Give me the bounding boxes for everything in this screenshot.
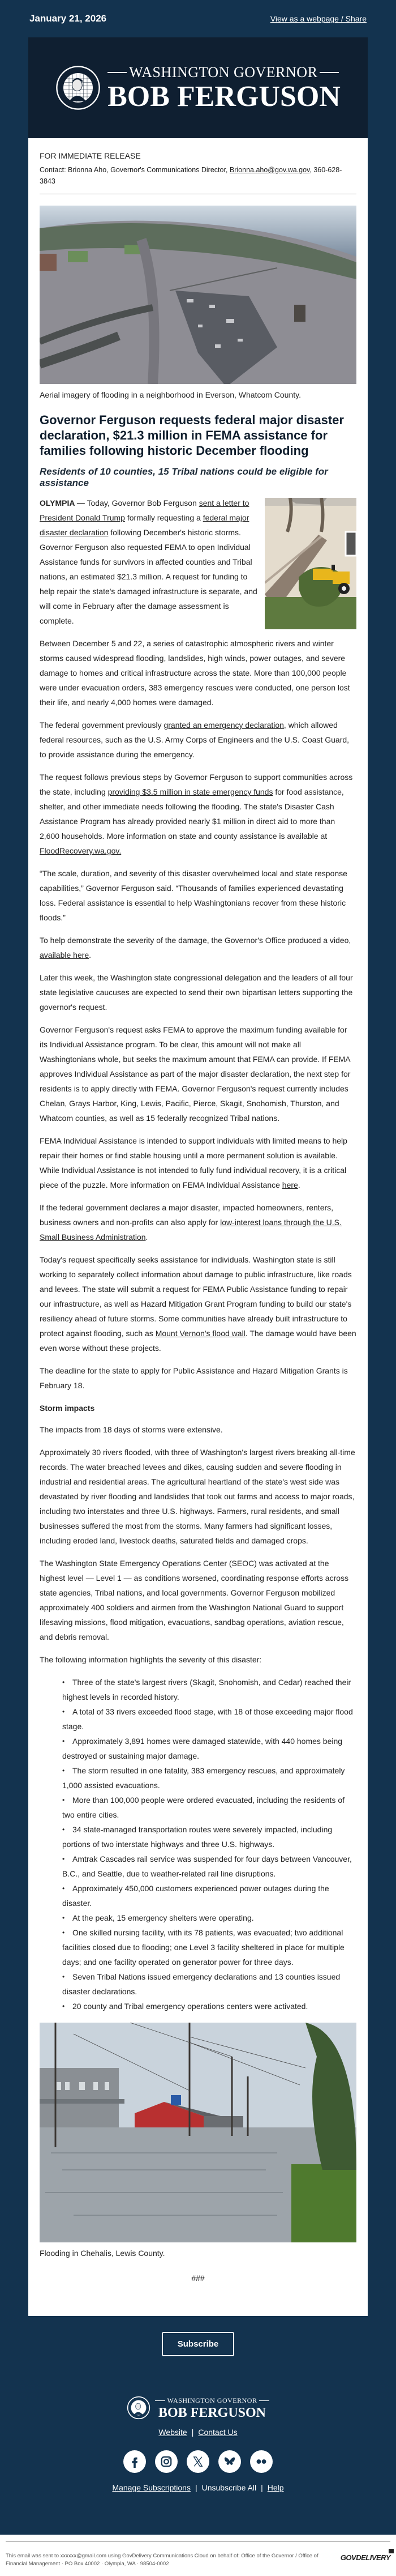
- text: .: [145, 1232, 148, 1242]
- x-icon[interactable]: [187, 2450, 209, 2473]
- legal-text: This email was sent to xxxxxx@gmail.com using GovDelivery Communications Cloud on behalf of: Office of the Governor / Office of Financial Management · PO Box 40002 · Olympia, WA · 98504-0002: [6, 2553, 318, 2567]
- masthead: [28, 37, 368, 138]
- paragraph-9: [40, 1133, 356, 1192]
- release-label: FOR IMMEDIATE RELEASE: [40, 151, 141, 160]
- separator: |: [261, 2483, 263, 2492]
- footer-logo: [0, 2396, 396, 2420]
- paragraph-6: [40, 933, 356, 962]
- divider: [6, 2541, 390, 2542]
- paragraph-15: The Washington State Emergency Operations Center (SEOC) was activated at the highest level — Level 1 — as conditions worsened, coordinating response efforts across state agencies, Tribal nations, and local governments. Governor Ferguson mobilized approximately 400 soldiers and airmen from the Washington National Guard to support lifesaving missions, flood mitigation, evacuations, sandbag operations, aviation rescue, and debris removal.: [40, 1559, 349, 1641]
- list-item: • 34 state-managed transportation routes were severely impacted, including portions of two interstate highways and three U.S. highways.: [62, 1822, 356, 1852]
- bluesky-icon[interactable]: [218, 2450, 241, 2473]
- impacts-list: [40, 1675, 356, 2014]
- text: for food assistance, shelter, and other immediate needs following the flooding. The state's Disaster Cash Assistance Program has already provided nearly $1 million in direct aid to more than 2,600 households. More information on state and county assistance is available at: [40, 787, 344, 841]
- list-item: • 20 county and Tribal emergency operations centers were activated.: [62, 1999, 356, 2014]
- legal-footer: [0, 2535, 396, 2576]
- paragraph-3: [40, 718, 356, 762]
- issue-date: January 21, 2026: [29, 13, 107, 24]
- subscription-links: [0, 2483, 396, 2533]
- contact-label: Contact:: [40, 166, 66, 174]
- sba-loans-link[interactable]: low-interest loans through the U.S. Small Business Administration: [40, 1218, 342, 1242]
- state-seal-icon: [127, 2396, 150, 2420]
- masthead-wordmark: [107, 64, 341, 112]
- help-link[interactable]: Help: [267, 2483, 284, 2492]
- govdelivery-logo: [341, 2553, 390, 2562]
- footer-logo-name: BOB FERGUSON: [158, 2405, 266, 2420]
- contact-text: Brionna Aho, Governor's Communications Director,: [66, 166, 230, 174]
- govdelivery-wordmark: GOVDELIVERY: [340, 2553, 390, 2562]
- list-item: • The storm resulted in one fatality, 383 emergency rescues, and approximately 1,000 assisted evacuations.: [62, 1763, 356, 1793]
- text: FEMA Individual Assistance is intended to support individuals with limited means to help repair their homes or find stable housing until a more permanent solution is available. While Individual Assistance is not intended to fully fund individual recovery, it is a critical piece of the puzzle. More information on FEMA Individual Assistance: [40, 1136, 347, 1189]
- text: Today's request specifically seeks assistance for individuals. Washington state is still working to separately collect information about damage to public infrastructure, like roads and levees. The state will submit a request for FEMA Public Assistance funding to repair our infrastructure, as well as Hazard Mitigation Grant Program funding to build our state's resiliency ahead of future storms. Some communities have already built infrastructure to protect against flooding, such as: [40, 1255, 352, 1338]
- dateline: OLYMPIA —: [40, 498, 85, 507]
- end-mark: ###: [191, 2274, 205, 2283]
- social-links: [0, 2450, 396, 2473]
- paragraph-4: [40, 770, 356, 858]
- footer: [0, 2316, 396, 2533]
- view-as-webpage-link[interactable]: View as a webpage / Share: [270, 14, 367, 23]
- emergency-declaration-link[interactable]: granted an emergency declaration: [163, 720, 284, 730]
- paragraph-10: [40, 1200, 356, 1244]
- paragraph-2: Between December 5 and 22, a series of catastrophic atmospheric rivers and winter storms caused widespread flooding, landslides, high winds, power outages, and severe damage to homes and critical infrastructure across the state. More than 100,000 people were under evacuation orders, 383 emergency rescues were conducted, one person lost their life, and nearly 4,000 homes were damaged.: [40, 639, 350, 707]
- text: .: [89, 950, 92, 959]
- list-item: • At the peak, 15 emergency shelters were operating.: [62, 1910, 356, 1925]
- top-bar: [28, 0, 368, 37]
- governor-quote: “The scale, duration, and severity of this disaster overwhelmed local and state response capabilities,” Governor Ferguson said. “Thousands of families experienced devastating loss. Federal assistance is essential to help Washingtonians recover from these historic floods.”: [40, 869, 347, 922]
- list-item: • Approximately 3,891 homes were damaged statewide, with 440 homes being destroyed or sustaining major damage.: [62, 1734, 356, 1763]
- paragraph-16: The following information highlights the severity of this disaster:: [40, 1655, 262, 1664]
- contact-line: [40, 164, 356, 187]
- masthead-top-line: WASHINGTON GOVERNOR: [129, 64, 318, 80]
- masthead-name: BOB FERGUSON: [107, 80, 341, 113]
- list-item: • Three of the state's largest rivers (Skagit, Snohomish, and Cedar) reached their highest levels in recorded history.: [62, 1675, 356, 1704]
- letter-to-president-link[interactable]: sent a letter to President Donald Trump: [40, 498, 249, 522]
- text: . The damage would have been even worse without these projects.: [40, 1329, 356, 1353]
- separator: |: [195, 2483, 197, 2492]
- website-link[interactable]: Website: [158, 2428, 187, 2437]
- chehalis-flood-photo: [40, 2023, 356, 2242]
- aerial-flood-photo: [40, 206, 356, 384]
- text: If the federal government declares a major disaster, impacted homeowners, renters, business owners and non-profits can also apply for: [40, 1203, 334, 1227]
- text: , which allowed federal resources, such as the U.S. Army Corps of Engineers and the U.S. Coast Guard, to provide assistance during the emergency.: [40, 720, 350, 759]
- fallen-tree-photo: [265, 498, 356, 629]
- facebook-icon[interactable]: [123, 2450, 146, 2473]
- fema-ia-link[interactable]: here: [282, 1180, 298, 1189]
- state-seal-icon: [55, 65, 101, 110]
- paragraph-14: Approximately 30 rivers flooded, with three of Washington's largest rivers breaking all-time records. The water breached levees and dikes, causing sudden and severe flooding in industrial and residential areas. The agricultural heartland of the state's west side was devastated by river flooding and landslides that took out farms and access to major roads, including two interstates and three U.S. highways. Farmers, rural residents, and small businesses suffered the most from the storms. Many farmers had significant losses, including eroded land, livestock deaths, saturated fields and damaged crops.: [40, 1448, 355, 1545]
- content-card: [28, 37, 368, 2316]
- text: To help demonstrate the severity of the damage, the Governor's Office produced a video,: [40, 936, 351, 945]
- section-heading-storm-impacts: Storm impacts: [40, 1404, 95, 1413]
- instagram-icon[interactable]: [155, 2450, 178, 2473]
- text: following December's historic storms. Governor Ferguson also requested FEMA to open Individual Assistance funds for survivors in affected counties and Tribal nations, an estimated $21.3 million. A request for funding to help repair the state's damaged infrastructure is separate, and will come in February after the damage assessment is complete.: [40, 528, 257, 625]
- subheadline: Residents of 10 counties, 15 Tribal nations could be eligible for assistance: [40, 466, 328, 488]
- manage-subscriptions-link[interactable]: Manage Subscriptions: [112, 2483, 191, 2492]
- footer-links: [0, 2428, 396, 2437]
- floodrecovery-link[interactable]: FloodRecovery.wa.gov.: [40, 846, 122, 855]
- list-item: • One skilled nursing facility, with its 78 patients, was evacuated; two additional facilities closed due to flooding; one Level 3 facility sheltered in place for multiple days; and one facility operated on generator power for three days.: [62, 1925, 356, 1969]
- list-item: • Seven Tribal Nations issued emergency declarations and 13 counties issued disaster declarations.: [62, 1969, 356, 1999]
- list-item: • Amtrak Cascades rail service was suspended for four days between Vancouver, B.C., and Seattle, due to weather-related rail line disruptions.: [62, 1852, 356, 1881]
- footer-logo-top: WASHINGTON GOVERNOR: [167, 2396, 257, 2404]
- disaster-declaration-link[interactable]: federal major disaster declaration: [40, 513, 249, 537]
- text: The request follows previous steps by Governor Ferguson to support communities across the state, including: [40, 773, 353, 796]
- bottom-caption: Flooding in Chehalis, Lewis County.: [40, 2249, 165, 2258]
- unsubscribe-all-link[interactable]: Unsubscribe All: [201, 2483, 257, 2492]
- paragraph-8: Governor Ferguson's request asks FEMA to approve the maximum funding available for its Individual Assistance program. To be clear, this amount will not make all Washingtonians whole, but seeks the maximum amount that FEMA can provide. If FEMA approves Individual Assistance as part of the major disaster declaration, the next step for residents is to apply directly with FEMA. Governor Ferguson's request currently includes Chelan, Grays Harbor, King, Lewis, Pacific, Pierce, Skagit, Snohomish, Thurston, and Whatcom counties, as well as 15 federally recognized Tribal nations.: [40, 1025, 351, 1123]
- text: .: [298, 1180, 300, 1189]
- list-item: • Approximately 450,000 customers experienced power outages during the disaster.: [62, 1881, 356, 1910]
- separator: |: [191, 2428, 194, 2437]
- paragraph-13: The impacts from 18 days of storms were extensive.: [40, 1425, 223, 1434]
- headline: Governor Ferguson requests federal major disaster declaration, $21.3 million in FEMA assistance for families following historic December flooding: [40, 413, 344, 458]
- article-body: [28, 138, 368, 2316]
- state-emergency-funds-link[interactable]: providing $3.5 million in state emergency funds: [107, 787, 273, 796]
- contact-email-link[interactable]: Brionna.aho@gov.wa.gov: [229, 166, 310, 174]
- list-item: • A total of 33 rivers exceeded flood stage, with 18 of those exceeding major flood stage.: [62, 1704, 356, 1734]
- hero-caption: Aerial imagery of flooding in a neighborhood in Everson, Whatcom County.: [40, 390, 301, 399]
- video-link[interactable]: available here: [40, 950, 89, 959]
- contact-phone: , 360-628-3843: [40, 166, 342, 185]
- paragraph-7: Later this week, the Washington state congressional delegation and the leaders of all four state legislative caucuses are expected to send their own bipartisan letters supporting the governor's request.: [40, 973, 353, 1012]
- list-item: • More than 100,000 people were ordered evacuated, including the residents of two entire cities.: [62, 1793, 356, 1822]
- contact-us-link[interactable]: Contact Us: [198, 2428, 238, 2437]
- text: Today, Governor Bob Ferguson: [84, 498, 199, 507]
- paragraph-12: The deadline for the state to apply for Public Assistance and Hazard Mitigation Grants is February 18.: [40, 1366, 348, 1390]
- footer-wordmark: [155, 2396, 270, 2420]
- text: formally requesting a: [124, 513, 203, 522]
- flickr-icon[interactable]: [250, 2450, 273, 2473]
- envelope-icon: [389, 2549, 394, 2553]
- paragraph-11: [40, 1252, 356, 1355]
- text: The federal government previously: [40, 720, 164, 730]
- subscribe-button[interactable]: Subscribe: [162, 2332, 235, 2356]
- flood-wall-link[interactable]: Mount Vernon's flood wall: [155, 1329, 246, 1338]
